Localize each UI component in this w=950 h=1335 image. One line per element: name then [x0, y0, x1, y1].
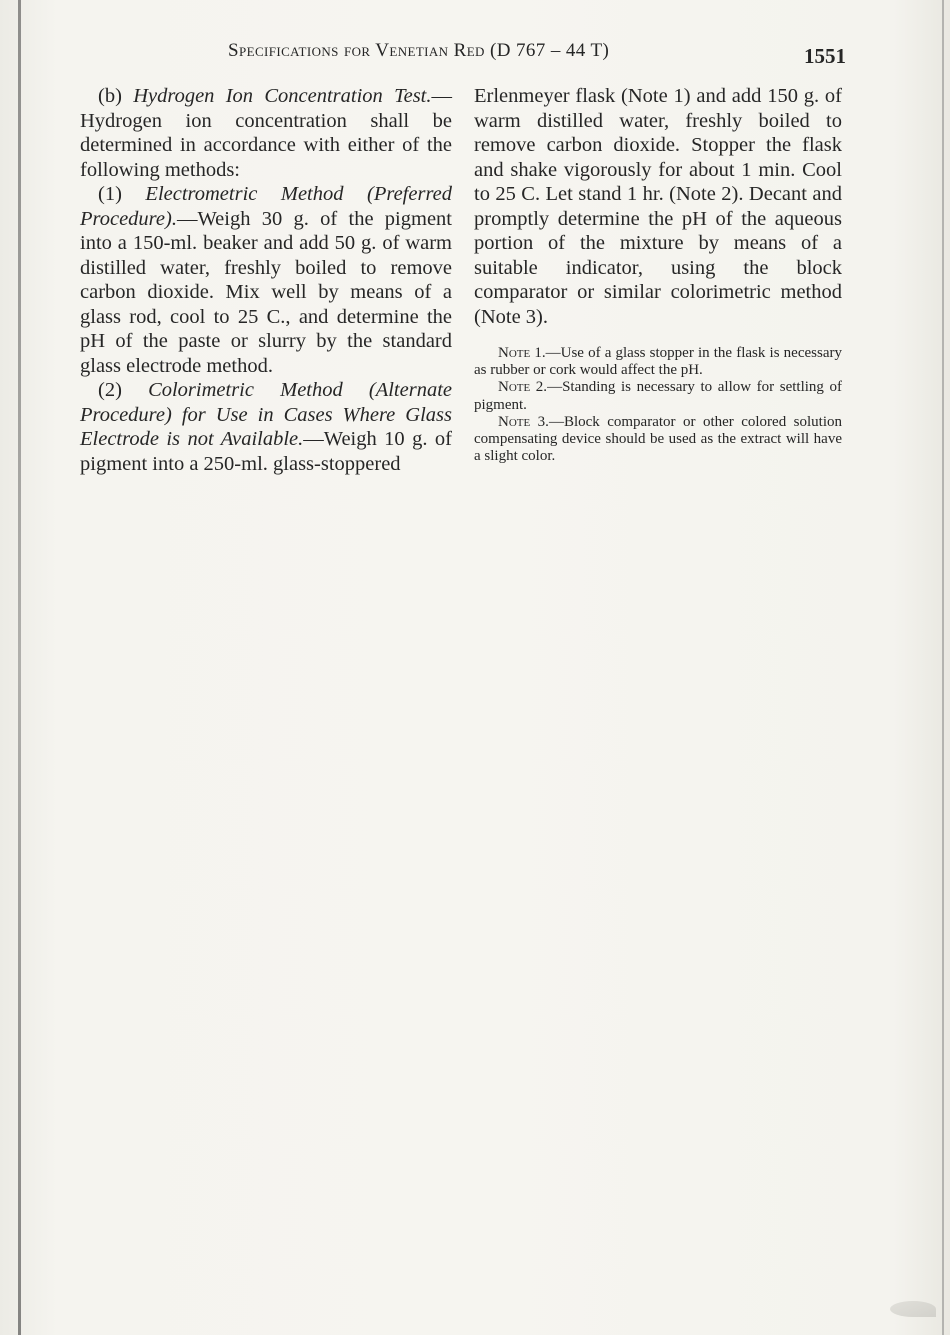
- scan-edge-right: [942, 0, 944, 1335]
- method-text-1: —Weigh 30 g. of the pigment into a 150-ml. beaker and add 50 g. of warm distilled water, freshly boiled to remove carbon dioxide. Mix well by means of a glass rod, cool to 25 C., and determine the pH of the paste or slurry by the standard glass electrode method.: [80, 207, 452, 377]
- paragraph-continuation: Erlenmeyer flask (Note 1) and add 150 g. of warm distilled water, freshly boiled to remove carbon dioxide. Stopper the flask and shake vigorously for about 1 min. Cool to 25 C. Let stand 1 hr. (Note 2). Decant and promptly determine the pH of the aqueous portion of the mixture by means of a suitable indicator, using the block comparator or similar colorimetric method (Note 3).: [474, 85, 842, 328]
- paragraph-hydrogen-ion-test: [80, 84, 452, 182]
- note-text: —Standing is necessary to allow for settling of pigment.: [474, 379, 842, 413]
- running-head-title: Specifications for Venetian Red: [228, 40, 485, 61]
- note-2: [474, 379, 842, 413]
- paragraph-colorimetric-method: [80, 378, 452, 476]
- method-text-2: —Weigh 10 g. of pigment into a 250-ml. glass-stoppered: [80, 428, 452, 475]
- running-head-designation: (D 767 – 44 T): [484, 40, 610, 61]
- method-heading-2: Colorimetric Method (Alternate Procedure) for Use in Cases Where Glass Electrode is not Available.: [80, 379, 452, 450]
- note-label: Note 3.: [498, 413, 549, 430]
- right-column: [474, 84, 842, 465]
- page-corner-curl: [890, 1301, 936, 1317]
- subsection-label-b: (b): [98, 85, 122, 107]
- method-label-2: (2): [98, 379, 122, 401]
- page-header: [60, 40, 850, 72]
- note-label: Note 1.: [498, 345, 546, 361]
- page-number: 1551: [804, 44, 846, 68]
- method-heading-1: Electrometric Method (Preferred Procedure).: [80, 183, 453, 230]
- notes-block: [474, 345, 842, 465]
- note-text: —Use of a glass stopper in the flask is necessary as rubber or cork would affect the pH.: [474, 345, 842, 379]
- note-1: [474, 345, 842, 379]
- note-text: —Block comparator or other colored solution compensating device should be used as the extract will have a slight color.: [474, 413, 843, 465]
- paragraph-electrometric-method: [80, 182, 452, 378]
- method-label-1: (1): [98, 183, 122, 205]
- scan-edge-left: [18, 0, 21, 1335]
- note-label: Note 2.: [498, 379, 548, 396]
- left-column: [80, 84, 452, 476]
- subsection-heading-b: Hydrogen Ion Concentration Test.: [133, 85, 432, 107]
- running-head: [228, 40, 609, 62]
- note-3: [474, 414, 842, 466]
- subsection-text-b: —Hydrogen ion concentration shall be determined in accordance with either of the following methods:: [80, 85, 452, 181]
